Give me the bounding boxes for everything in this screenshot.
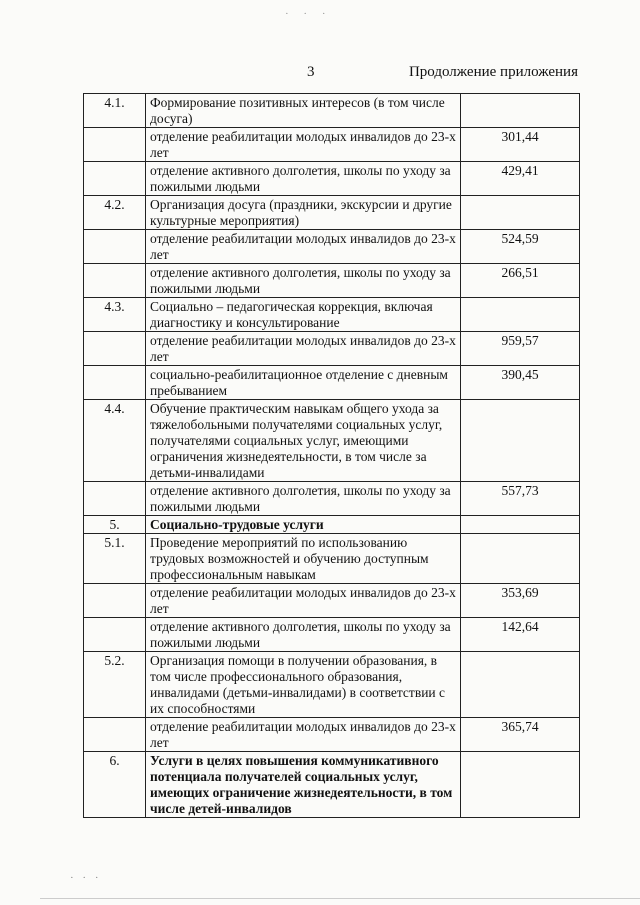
row-number: 4.1. bbox=[84, 94, 146, 128]
row-value: 353,69 bbox=[461, 584, 580, 618]
row-number bbox=[84, 264, 146, 298]
row-text: отделение активного долголетия, школы по уходу за пожилыми людьми bbox=[146, 162, 461, 196]
row-value bbox=[461, 94, 580, 128]
table-row bbox=[84, 162, 580, 196]
row-text: отделение активного долголетия, школы по уходу за пожилыми людьми bbox=[146, 618, 461, 652]
row-number bbox=[84, 718, 146, 752]
table-row bbox=[84, 400, 580, 482]
row-text: Социально – педагогическая коррекция, включая диагностику и консультирование bbox=[146, 298, 461, 332]
table-row bbox=[84, 516, 580, 534]
row-text: Социально-трудовые услуги bbox=[146, 516, 461, 534]
row-value: 142,64 bbox=[461, 618, 580, 652]
row-value: 557,73 bbox=[461, 482, 580, 516]
table-row bbox=[84, 366, 580, 400]
row-number bbox=[84, 366, 146, 400]
row-number bbox=[84, 332, 146, 366]
table-row bbox=[84, 264, 580, 298]
page-caption: Продолжение приложения bbox=[408, 64, 578, 80]
table-row bbox=[84, 584, 580, 618]
scan-artifact: · · · bbox=[285, 8, 332, 20]
row-number: 6. bbox=[84, 752, 146, 818]
table-row bbox=[84, 332, 580, 366]
row-text: отделение реабилитации молодых инвалидов до 23-х лет bbox=[146, 584, 461, 618]
row-text: Услуги в целях повышения коммуникативного потенциала получателей социальных услуг, имеющих ограничение жизнедеятельности, в том числе детей-инвалидов bbox=[146, 752, 461, 818]
row-value bbox=[461, 534, 580, 584]
row-text: отделение реабилитации молодых инвалидов до 23-х лет bbox=[146, 230, 461, 264]
table-row bbox=[84, 618, 580, 652]
table-row bbox=[84, 196, 580, 230]
row-value: 390,45 bbox=[461, 366, 580, 400]
row-value: 429,41 bbox=[461, 162, 580, 196]
row-number bbox=[84, 162, 146, 196]
table-row bbox=[84, 230, 580, 264]
row-text: отделение активного долголетия, школы по уходу за пожилыми людьми bbox=[146, 482, 461, 516]
row-value: 365,74 bbox=[461, 718, 580, 752]
row-text: Организация помощи в получении образования, в том числе профессионального образования, инвалидами (детьми-инвалидами) в соответствии с их способностями bbox=[146, 652, 461, 718]
scan-artifact-dots: · · · bbox=[70, 872, 102, 884]
row-text: отделение реабилитации молодых инвалидов до 23-х лет bbox=[146, 332, 461, 366]
row-value bbox=[461, 400, 580, 482]
table-row bbox=[84, 652, 580, 718]
row-number: 4.4. bbox=[84, 400, 146, 482]
row-number: 4.2. bbox=[84, 196, 146, 230]
row-number bbox=[84, 618, 146, 652]
row-text: отделение реабилитации молодых инвалидов до 23-х лет bbox=[146, 128, 461, 162]
page-edge-line bbox=[40, 898, 640, 899]
table-row bbox=[84, 534, 580, 584]
table-row bbox=[84, 298, 580, 332]
row-text: отделение реабилитации молодых инвалидов до 23-х лет bbox=[146, 718, 461, 752]
row-number bbox=[84, 482, 146, 516]
tariff-table bbox=[83, 93, 580, 818]
row-number bbox=[84, 230, 146, 264]
row-text: отделение активного долголетия, школы по уходу за пожилыми людьми bbox=[146, 264, 461, 298]
row-text: Обучение практическим навыкам общего ухода за тяжелобольными получателями социальных услуг, получателями социальных услуг, имеющими ограничения жизнедеятельности, в том числе за детьми-инвалидами bbox=[146, 400, 461, 482]
row-number: 4.3. bbox=[84, 298, 146, 332]
table-body bbox=[84, 94, 580, 818]
row-value bbox=[461, 516, 580, 534]
row-number bbox=[84, 584, 146, 618]
row-value bbox=[461, 298, 580, 332]
row-text: Формирование позитивных интересов (в том числе досуга) bbox=[146, 94, 461, 128]
page-number: 3 bbox=[307, 64, 315, 80]
row-value bbox=[461, 196, 580, 230]
row-number bbox=[84, 128, 146, 162]
row-text: Организация досуга (праздники, экскурсии и другие культурные мероприятия) bbox=[146, 196, 461, 230]
table-row bbox=[84, 752, 580, 818]
table-row bbox=[84, 94, 580, 128]
row-value: 266,51 bbox=[461, 264, 580, 298]
row-value: 301,44 bbox=[461, 128, 580, 162]
row-value bbox=[461, 752, 580, 818]
row-value bbox=[461, 652, 580, 718]
row-number: 5.2. bbox=[84, 652, 146, 718]
row-text: Проведение мероприятий по использованию трудовых возможностей и обучению доступным профессиональным навыкам bbox=[146, 534, 461, 584]
table-row bbox=[84, 718, 580, 752]
row-value: 959,57 bbox=[461, 332, 580, 366]
row-number: 5. bbox=[84, 516, 146, 534]
row-text: социально-реабилитационное отделение с дневным пребыванием bbox=[146, 366, 461, 400]
row-number: 5.1. bbox=[84, 534, 146, 584]
row-value: 524,59 bbox=[461, 230, 580, 264]
table-row bbox=[84, 128, 580, 162]
table-row bbox=[84, 482, 580, 516]
